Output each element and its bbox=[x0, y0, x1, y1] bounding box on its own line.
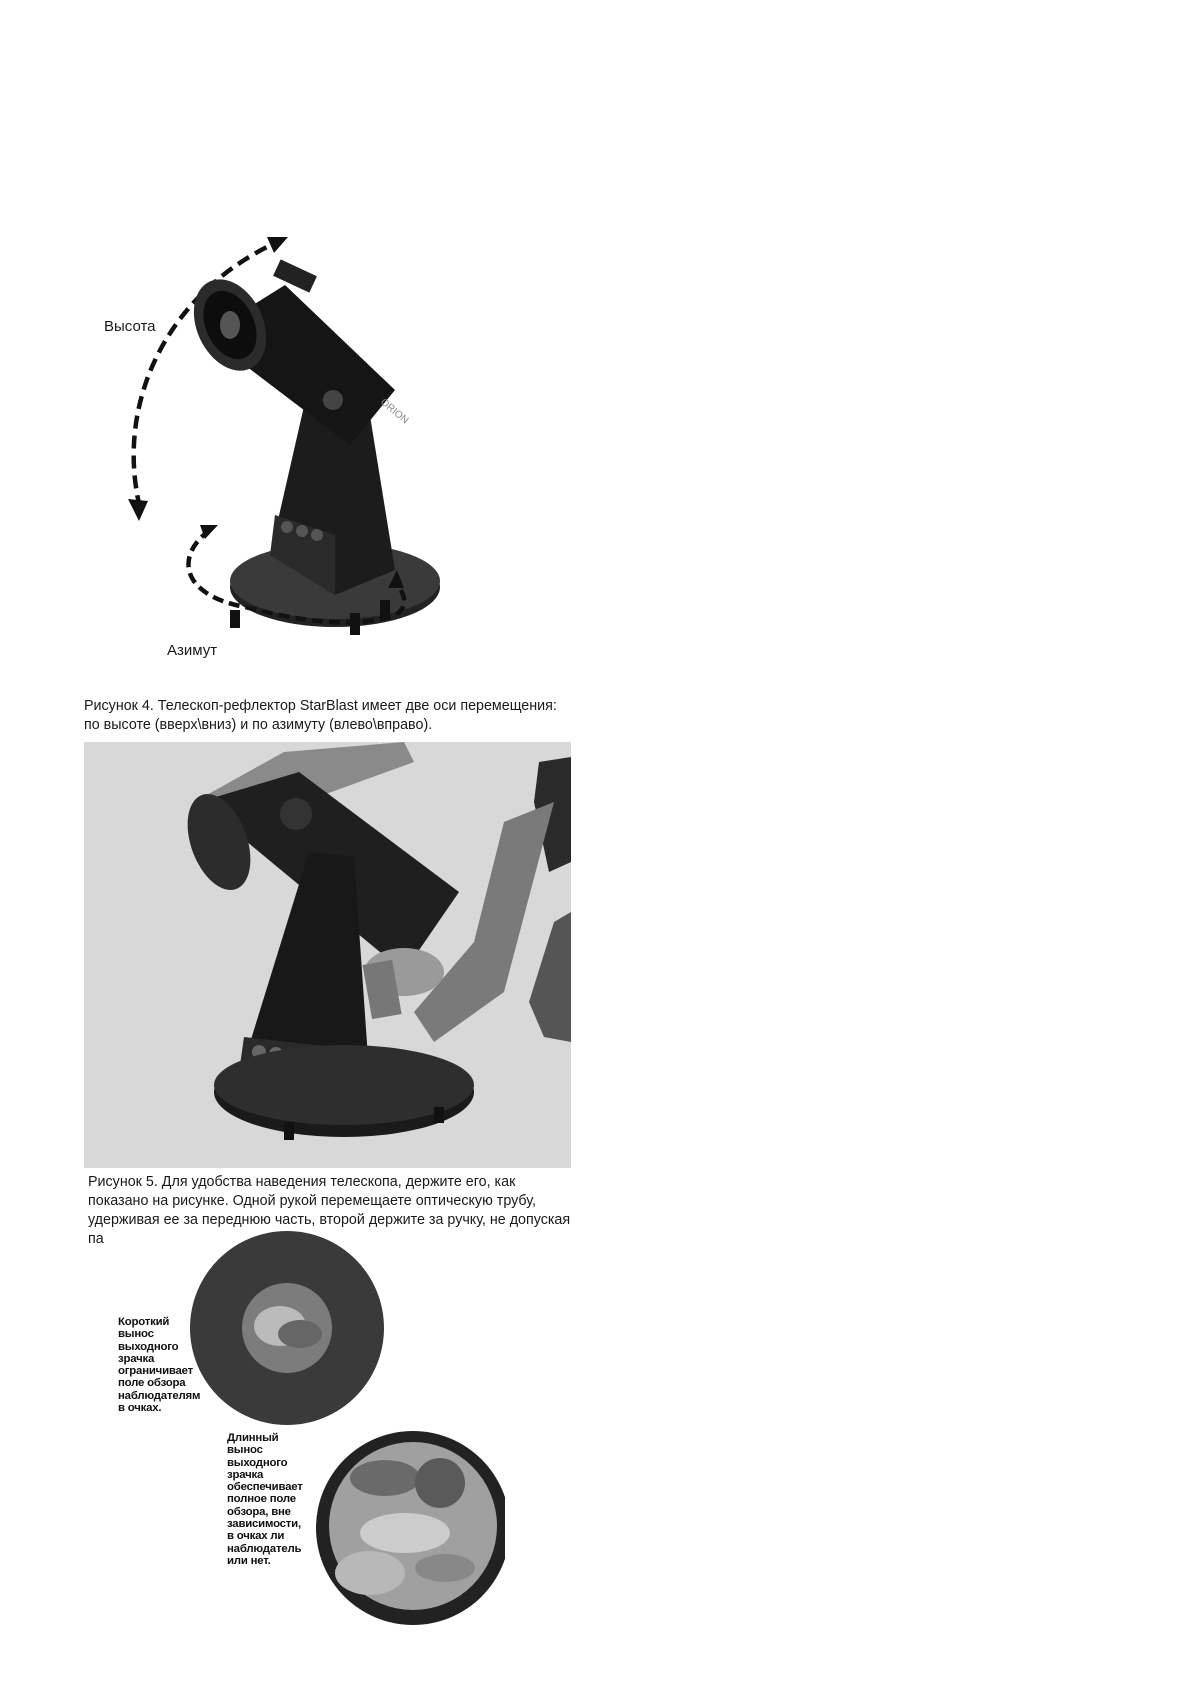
telescope-illustration bbox=[95, 225, 465, 680]
aiming-telescope-photo bbox=[84, 742, 571, 1168]
finder-scope bbox=[273, 259, 317, 292]
seal-1 bbox=[350, 1460, 420, 1496]
altitude-arrowhead-top bbox=[267, 237, 288, 253]
figure-4-telescope-diagram bbox=[95, 225, 465, 680]
short-eye-relief-note: Короткий вынос выходного зрачка ограничивает поле обзора наблюдателям в очках. bbox=[118, 1316, 201, 1415]
seal-3 bbox=[360, 1513, 450, 1553]
figure-4-caption: Рисунок 4. Телескоп-рефлектор StarBlast имеет две оси перемещения: по высоте (вверх\вниз) и по азимуту (влево\вправо). bbox=[84, 698, 557, 733]
figure-5-caption: Рисунок 5. Для удобства наведения телескопа, держите его, как показано на рисунке. Одной рукой перемещаете оптическую трубу, удерживая ее за переднюю часть, второй держите за ручку, не допуская па bbox=[88, 1174, 571, 1247]
azimuth-label: Азимут bbox=[167, 642, 218, 659]
seal-4 bbox=[335, 1551, 405, 1595]
altitude-label: Высота bbox=[104, 318, 156, 335]
eye-relief-illustration bbox=[115, 1228, 505, 1628]
altitude-arrow bbox=[134, 243, 275, 508]
altitude-arrowhead-bottom bbox=[128, 499, 148, 521]
seal-2 bbox=[415, 1458, 465, 1508]
long-eye-relief-note: Длинный вынос выходного зрачка обеспечивает полное поле обзора, вне зависимости, в очках ли наблюдатель или нет. bbox=[227, 1432, 303, 1567]
svg-text:ORION: ORION bbox=[378, 396, 411, 427]
figure-6-eye-relief bbox=[115, 1228, 505, 1628]
figure-5-photo bbox=[84, 742, 571, 1168]
